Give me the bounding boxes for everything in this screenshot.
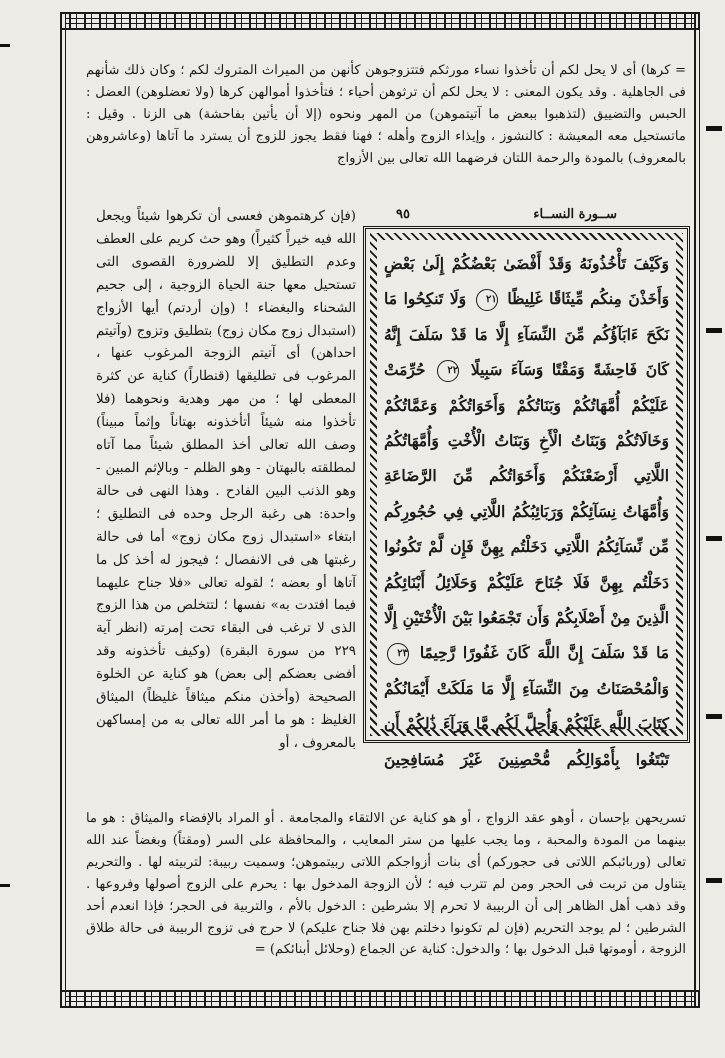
edge-mark <box>0 44 10 47</box>
verse-number-marker: ٢٣ <box>387 643 409 665</box>
verse-24-text: وَالْمُحْصَنَاتُ مِنَ النِّسَآءِ إِلَّا مَا مَلَكَتْ أَيْمَانُكُمْ كِتَابَ اللَّهِ عَلَيْكُمْ وَأُحِلَّ لَكُم مَّا وَرَآءَ ذَٰلِكُمْ أَن تَبْتَغُوا بِأَمْوَالِكُم مُّحْصِنِينَ غَيْرَ مُسَافِحِينَ <box>384 679 669 769</box>
quran-verses <box>384 247 670 769</box>
verse-number-marker: ٢٢ <box>437 360 459 382</box>
top-border-ornament <box>60 12 700 30</box>
edge-mark <box>706 328 722 333</box>
commentary-top: = كرها) أى لا يحل لكم أن تأخذوا نساء مورثكم فتتزوجوهن كأنهن من الميراث المتروك لكم ؛ وكان ذلك شأنهم فى الجاهلية . وقد يكون المعنى : لا يحل لكم أن ترثوهن أحياء ؛ فتأخذوا أموالهن كرها (ولا تعضلوهن) العضل : الحبس والتضييق (لتذهبوا ببعض ما آتيتموهن) من المهر ونحوه (إلا أن يأتين بفاحشة) هى الزنا . وقيل : ماتستحيل معه المعيشة : كالنشوز ، وإيذاء الزوج وأهله ؛ فهنا فقط يجوز للزوج أن يسترد ما آتاها (وعاشروهن بالمعروف) بالمودة والرحمة اللتان فرضهما الله تعالى بين الأزواج <box>86 63 686 166</box>
verse-23-text: حُرِّمَتْ عَلَيْكُمْ أُمَّهَاتُكُمْ وَبَنَاتُكُمْ وَأَخَوَاتُكُمْ وَعَمَّاتُكُمْ وَخَالَاتُكُمْ وَبَنَاتُ الْأَخِ وَبَنَاتُ الْأُخْتِ وَأُمَّهَاتُكُمُ اللَّاتِي أَرْضَعْنَكُمْ وَأَخَوَاتُكُم مِّنَ الرَّضَاعَةِ وَأُمَّهَاتُ نِسَآئِكُمْ وَرَبَائِبُكُمُ اللَّاتِي فِي حُجُورِكُم مِّن نِّسَآئِكُمُ اللَّاتِي دَخَلْتُم بِهِنَّ فَإِن لَّمْ تَكُونُوا دَخَلْتُم بِهِنَّ فَلَا جُنَاحَ عَلَيْكُمْ وَحَلَائِلُ أَبْنَائِكُمُ الَّذِينَ مِنْ أَصْلَابِكُمْ وَأَن تَجْمَعُوا بَيْنَ الْأُخْتَيْنِ إِلَّا مَا قَدْ سَلَفَ إِنَّ اللَّهَ كَانَ غَفُورًا رَّحِيمًا <box>384 361 669 663</box>
verse-21-text: وَكَيْفَ تَأْخُذُونَهُ وَقَدْ أَفْضَىٰ بَعْضُكُمْ إِلَىٰ بَعْضٍ وَأَخَذْنَ مِنكُم مِّيثَاقًا غَلِيظًا <box>384 255 670 309</box>
verse-22-text: وَلَا تَنكِحُوا مَا نَكَحَ ءَابَآؤُكُم مِّنَ النِّسَآءِ إِلَّا مَا قَدْ سَلَفَ إِنَّهُ كَانَ فَاحِشَةً وَمَقْتًا وَسَآءَ سَبِيلًا <box>384 290 670 380</box>
commentary-bottom: تسريحهن بإحسان ، أوهو عقد الزواج ، أو هو كناية عن الالتقاء والمجامعة . أو المراد بالإفضاء والميثاق : هو ما بينهما من المودة والمحبة ، وما يجب عليها من ستر المعايب ، والمحافظة على السر (ومقتاً) وبغضاً عند الله تعالى (وربائبكم اللاتى فى حجوركم) أى بنات أزواجكم اللاتى ربيتموهن؛ وسميت ربيبة: لتربيته لها . والتحريم يتناول من تربت فى الحجر ومن لم تترب فيه ؛ لأن الزوجة المدخول بها : يحرم على الزوج أصولها وفروعها . وقد ذهب أهل الظاهر إلى أن الربيبة لا تحرم إلا بشرطين : الدخول بالأم ، والتربية فى الحجر؛ فإذا انعدم أحد الشرطين ؛ لم يوجد التحريم (فإن لم تكونوا دخلتم بهن فلا جناح عليكم) لا حرج فى تزوج الربيبة فى حالة طلاق الزوجة ، أوموتها قبل الدخول بها ؛ والدخول: كناية عن الجماع (وحلائل أبنائكم) = <box>86 811 686 958</box>
surah-name: ســورة النســاء <box>533 207 617 222</box>
quran-text-box <box>363 207 690 769</box>
surah-header <box>366 207 687 227</box>
edge-mark <box>706 536 722 541</box>
edge-mark <box>0 884 10 887</box>
edge-mark <box>706 714 722 719</box>
left-border-rule <box>60 12 66 1008</box>
edge-mark <box>706 126 722 131</box>
verse-number-marker: ٢١ <box>476 289 498 311</box>
edge-mark <box>706 878 722 883</box>
right-border-rule <box>694 12 700 1008</box>
page-number: ٩٥ <box>396 207 410 222</box>
bottom-border-ornament <box>60 990 700 1008</box>
commentary-side: (فإن كرهتموهن فعسى أن تكرهوا شيئاً ويجعل الله فيه خيراً كثيراً) وهو حث كريم على العطف وعدم التطليق إلا للضرورة القصوى التى تستحيل معها جنة الحياة الزوجية ، إلى جحيم الشحناء والبغضاء ! (وإن أردتم) أيها الأزواج (استبدال زوج مكان زوج) بتطليق وتزوج (وآتيتم احداهن) أى آتيتم الزوجة المرغوب عنها ، المرغوب فى تطليقها (قنطاراً) كناية عن كثرة المعطى لها ؛ من مهر وهدية ونحوهما (فلا تأخذوا منه شيئاً أتأخذونه بهتاناً وإثماً مبيناً) وصف الله تعالى أخذ المطلق شيئاً مما آتاه لمطلقته بالبهتان - وهو الظلم - وبالإثم المبين - وهو الذنب البين الفادح . وهذا النهى فى حالة واحدة: هى رغبة الرجل وحده فى التطليق ؛ ابتغاء «استبدال زوج مكان زوج» أما فى حالة رغبتها هى فى الانفصال ؛ فيجوز له أخذ كل ما آتاها أو بعضه ؛ لقوله تعالى «فلا جناح عليهما فيما افتدت به» نفسها ؛ لتتخلص من هذا الزوج الذى لا ترغب فى البقاء تحت إمرته (انظر آية ٢٢٩ من سورة البقرة) (وكيف تأخذونه وقد أفضى بعضكم إلى بعض) هو كناية عن الخلوة الصحيحة (وأخذن منكم ميثاقاً غليظاً) الميثاق الغليظ : هو ما أمر الله تعالى به من إمساكهن بالمعروف ، أو <box>96 209 356 751</box>
